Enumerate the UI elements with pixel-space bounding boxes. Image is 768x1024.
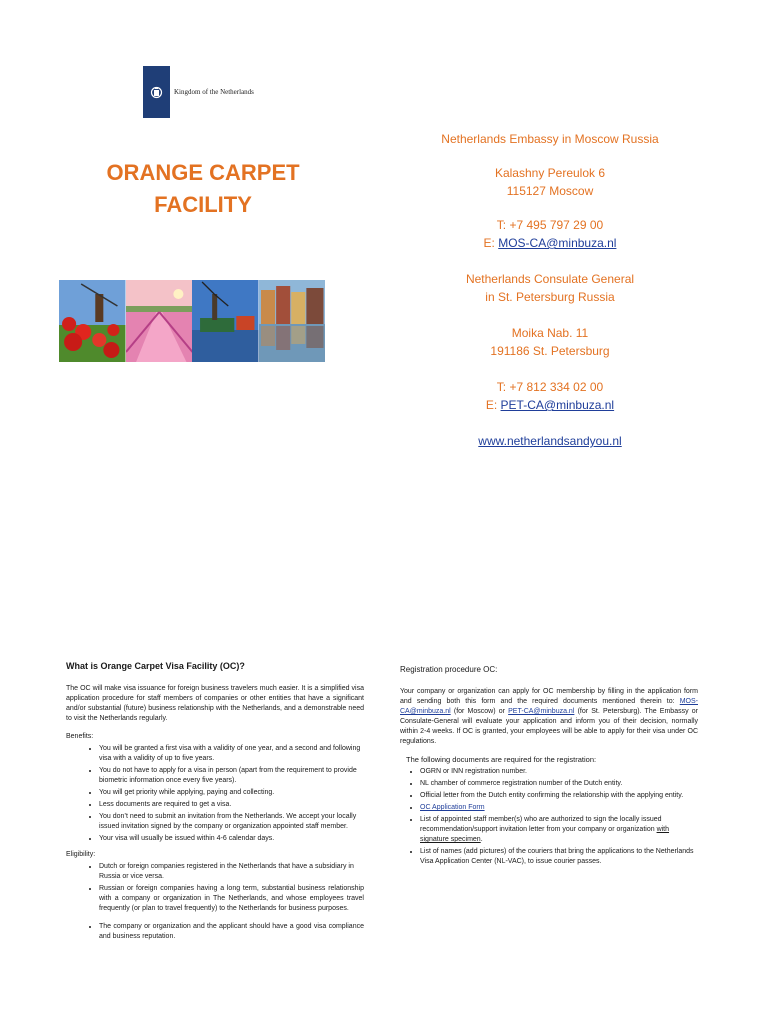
benefits-list [66, 744, 364, 844]
benefit-item: • You will be granted a first visa with a validity of one year, and a second and following visa with a validity of up to five years. [99, 744, 364, 764]
spb-email-link[interactable]: PET-CA@minbuza.nl [500, 398, 615, 412]
document-item-application-form [420, 803, 698, 813]
document-item: • List of names (add pictures) of the couriers that bring the applications to the Netherlands Visa Application Center (NL-VAC), to issue courier passes. [420, 847, 698, 867]
tulip-fields-photo [126, 280, 193, 362]
eligibility-item: • Russian or foreign companies having a long term, substantial business relationship with a company or organization in The Netherlands, and whose employees travel frequently (or plan to travel frequently) to the Netherlands for business purposes. [99, 884, 364, 914]
oc-application-form-link[interactable]: OC Application Form [420, 804, 485, 811]
oc-heading: What is Orange Carpet Visa Facility (OC)? [66, 661, 245, 671]
spb-consulate-name-1: Netherlands Consulate General [465, 272, 635, 286]
spb-email-line [400, 396, 700, 414]
spb-email-prefix: E: [485, 398, 501, 412]
registration-heading: Registration procedure OC: [400, 665, 498, 674]
tulips-windmill-photo [59, 280, 126, 362]
moscow-embassy-name: Netherlands Embassy in Moscow Russia [441, 132, 659, 146]
eligibility-title: Eligibility: [66, 851, 96, 858]
document-item-text: List of appointed staff member(s) who are authorized to sign the locally issued recommendation/support invitation letter from your company or organization [420, 816, 662, 833]
document-item: • OGRN or INN registration number. [420, 767, 698, 777]
zaanse-schans-photo [192, 280, 259, 362]
logo-bar [143, 66, 170, 118]
photo-strip [59, 280, 325, 362]
signature-specimen-text: with signature specimen [420, 826, 670, 843]
registration-moscow-email-link[interactable]: MOS-CA@minbuza.nl [400, 698, 698, 715]
coat-of-arms-icon [148, 84, 165, 101]
oc-intro: The OC will make visa issuance for foreign business travelers much easier. It is a simplified visa application procedure for staff members of companies or other entities that have a significant and/or substantial (future) business relationship with the Netherlands, and a demonstrable need to visit the Netherlands regularly. [66, 685, 364, 722]
eligibility-item: • The company or organization and the applicant should have a good visa compliance and business reputation. [99, 922, 364, 942]
spb-consulate-name-2: in St. Petersburg Russia [485, 290, 615, 304]
document-item: • NL chamber of commerce registration number of the Dutch entity. [420, 779, 698, 789]
spb-phone: T: +7 812 334 02 00 [496, 380, 604, 394]
page-title [83, 157, 323, 221]
document-item-period: . [480, 836, 483, 843]
moscow-phone: T: +7 495 797 29 00 [496, 218, 604, 232]
documents-list [400, 767, 698, 867]
contact-block [400, 130, 700, 450]
document-item [420, 815, 698, 845]
registration-paragraph [400, 687, 698, 747]
spb-city: 191186 St. Petersburg [490, 344, 610, 358]
benefit-item: • Your visa will usually be issued within 4-6 calendar days. [99, 834, 364, 844]
moscow-email-prefix: E: [483, 236, 499, 250]
website-link[interactable]: www.netherlandsandyou.nl [478, 434, 622, 448]
website-line [400, 432, 700, 450]
registration-spb-email-link[interactable]: PET-CA@minbuza.nl [508, 708, 575, 715]
registration-text-3: (for St. Petersburg). The Embassy or Consulate-General will evaluate your application and inform you of their decision, normally within 2-4 weeks. If OC is granted, your employees will be able to apply for their visa under OC regulations. [400, 708, 698, 745]
moscow-city: 115127 Moscow [506, 184, 594, 198]
benefit-item: • Less documents are required to get a visa. [99, 800, 364, 810]
spb-street: Moika Nab. 11 [511, 326, 589, 340]
eligibility-list [66, 862, 364, 942]
registration-text-1: Your company or organization can apply for OC membership by filling in the application form and sending both this form and the required documents mentioned therein to: [400, 688, 698, 705]
logo-text: Kingdom of the Netherlands [174, 88, 254, 96]
moscow-email-link[interactable]: MOS-CA@minbuza.nl [498, 236, 617, 250]
logo [143, 66, 254, 118]
benefits-title: Benefits: [66, 733, 94, 740]
eligibility-item: • Dutch or foreign companies registered in the Netherlands that have a subsidiary in Russia or vice versa. [99, 862, 364, 882]
canal-houses-photo [259, 280, 326, 362]
registration-text-2: (for Moscow) or [450, 708, 509, 715]
document-item: • Official letter from the Dutch entity confirming the relationship with the applying entity. [420, 791, 698, 801]
title-line-2: FACILITY [154, 192, 252, 217]
documents-title: The following documents are required for the registration: [406, 755, 597, 764]
oc-info-column [66, 661, 364, 950]
benefit-item: • You don’t need to submit an invitation from the Netherlands. We accept your locally issued invitation signed by the company or organization appointed staff member. [99, 812, 364, 832]
registration-column [400, 665, 698, 873]
benefit-item: • You do not have to apply for a visa in person (apart from the requirement to provide biometric information once every five years). [99, 766, 364, 786]
moscow-email-line [400, 234, 700, 252]
title-line-1: ORANGE CARPET [106, 160, 300, 185]
benefit-item: • You will get priority while applying, paying and collecting. [99, 788, 364, 798]
moscow-street: Kalashny Pereulok 6 [494, 166, 606, 180]
